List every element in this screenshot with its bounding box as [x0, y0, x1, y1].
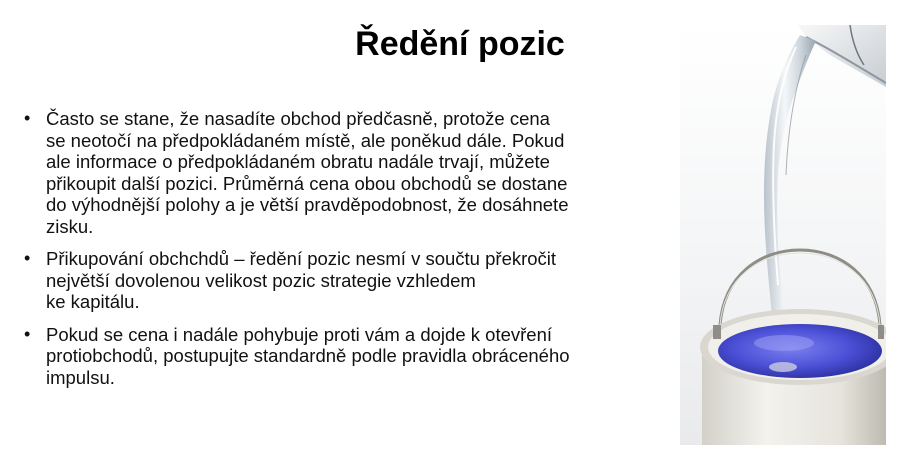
bullet-text-line: největší dovolenou velikost pozic strategie vzhledem [46, 269, 476, 291]
bullet-marker: • [24, 248, 31, 268]
bullet-text-line: impulsu. [46, 366, 115, 388]
bullet-text-line: Často se stane, že nasadíte obchod předčasně, protože cena [46, 108, 550, 129]
bullet-marker: • [24, 323, 31, 344]
bullet-text-line: zisku. [46, 215, 94, 237]
bullet-item [22, 324, 662, 389]
bullet-item [22, 248, 662, 313]
bullet-text-line: Pokud se cena i nadále pohybuje proti vám a dojde k otevření [46, 323, 552, 345]
bullet-text-line: do výhodnější polohy a je větší pravděpodobnost, že dosáhnete [46, 194, 569, 215]
bullet-text-line: se neotočí na předpokládaném místě, ale poněkud dále. Pokud [46, 129, 565, 151]
bullet-marker: • [24, 108, 31, 128]
bullet-text-line: protiobchodů, postupujte standardně podle pravidla obráceného [46, 345, 570, 366]
slide-title: Ředění pozic [355, 25, 565, 63]
bullet-text-line: přikoupit další pozici. Průměrná cena obou obchodů se dostane [46, 172, 568, 194]
paint-can-photo [680, 25, 886, 445]
bullet-item [22, 108, 662, 237]
bullet-list [22, 108, 662, 399]
paint-can-illustration [680, 25, 886, 445]
bullet-text-line: ale informace o předpokládaném obratu nadále trvají, můžete [46, 151, 550, 172]
bullet-text-line: Přikupování obchchdů – ředění pozic nesmí v součtu překročit [46, 248, 557, 269]
bullet-text-line: ke kapitálu. [46, 291, 140, 312]
